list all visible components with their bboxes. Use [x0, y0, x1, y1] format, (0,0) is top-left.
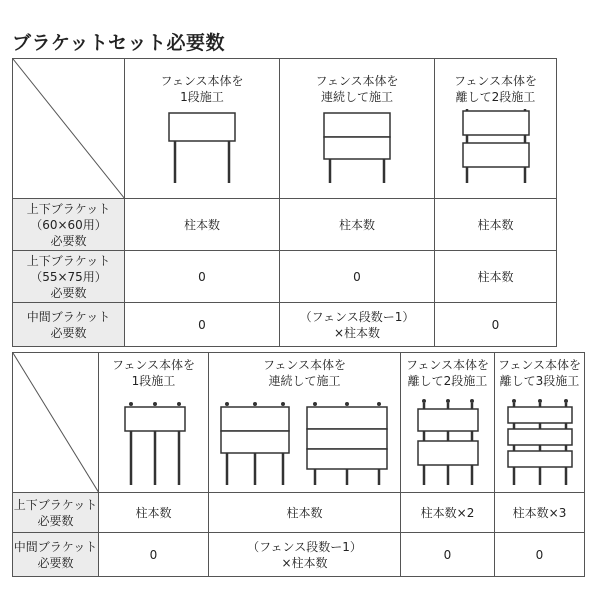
table-cell: 0: [495, 533, 585, 577]
fence-separated-two-tier-icon: [451, 105, 541, 185]
header-separated-2: [401, 353, 495, 493]
table-row: [13, 533, 585, 577]
table-cell: 0: [435, 303, 557, 347]
table-row: [13, 199, 557, 251]
table-row: [13, 251, 557, 303]
header-separated-3: [495, 353, 585, 493]
fence-continuous-icon: [215, 389, 395, 489]
header-label: フェンス本体を 離して2段施工: [453, 73, 538, 104]
table-cell: 0: [99, 533, 209, 577]
corner-cell: [13, 353, 99, 493]
header-separated-2: [435, 59, 557, 199]
row-label: 中間ブラケット 必要数: [13, 533, 99, 577]
row-label: 上下ブラケット 必要数: [13, 493, 99, 533]
header-label: フェンス本体を 連続して施工: [262, 357, 347, 388]
row-label: 上下ブラケット （55×75用） 必要数: [13, 251, 125, 303]
table-cell: 柱本数: [99, 493, 209, 533]
bracket-table-2: [12, 352, 585, 577]
row-label: 中間ブラケット 必要数: [13, 303, 125, 347]
corner-cell: [13, 59, 125, 199]
table-cell: 柱本数: [209, 493, 401, 533]
table-cell: 柱本数×3: [495, 493, 585, 533]
table-cell: 柱本数: [280, 199, 435, 251]
table-cell: 柱本数: [435, 199, 557, 251]
bracket-table-1: [12, 58, 557, 347]
header-label: フェンス本体を 離して2段施工: [405, 357, 490, 388]
diagonal-line: [13, 353, 99, 493]
table-cell: （フェンス段数ー1） ×柱本数: [280, 303, 435, 347]
header-continuous: [209, 353, 401, 493]
header-continuous: [280, 59, 435, 199]
table-cell: （フェンス段数ー1） ×柱本数: [209, 533, 401, 577]
table-cell: 柱本数: [125, 199, 280, 251]
header-label: フェンス本体を 1段施工: [111, 357, 196, 388]
header-label: フェンス本体を 1段施工: [160, 73, 244, 104]
table-cell: 柱本数: [435, 251, 557, 303]
fence-separated-three-tier-icon: [498, 389, 582, 489]
table-cell: 柱本数×2: [401, 493, 495, 533]
page-title: ブラケットセット必要数: [12, 32, 225, 54]
row-label: 上下ブラケット （60×60用） 必要数: [13, 199, 125, 251]
header-label: フェンス本体を 連続して施工: [315, 73, 399, 104]
header-label: フェンス本体を 離して3段施工: [497, 357, 582, 388]
fence-continuous-icon: [312, 105, 402, 185]
table-row: [13, 303, 557, 347]
header-single: [99, 353, 209, 493]
table-cell: 0: [280, 251, 435, 303]
diagonal-line: [13, 59, 125, 199]
table-row: [13, 493, 585, 533]
fence-single-tier-icon: [157, 105, 247, 185]
fence-single-tier-icon: [111, 389, 197, 489]
table-cell: 0: [401, 533, 495, 577]
table-cell: 0: [125, 303, 280, 347]
fence-separated-two-tier-icon: [406, 389, 490, 489]
table-cell: 0: [125, 251, 280, 303]
header-single: [125, 59, 280, 199]
